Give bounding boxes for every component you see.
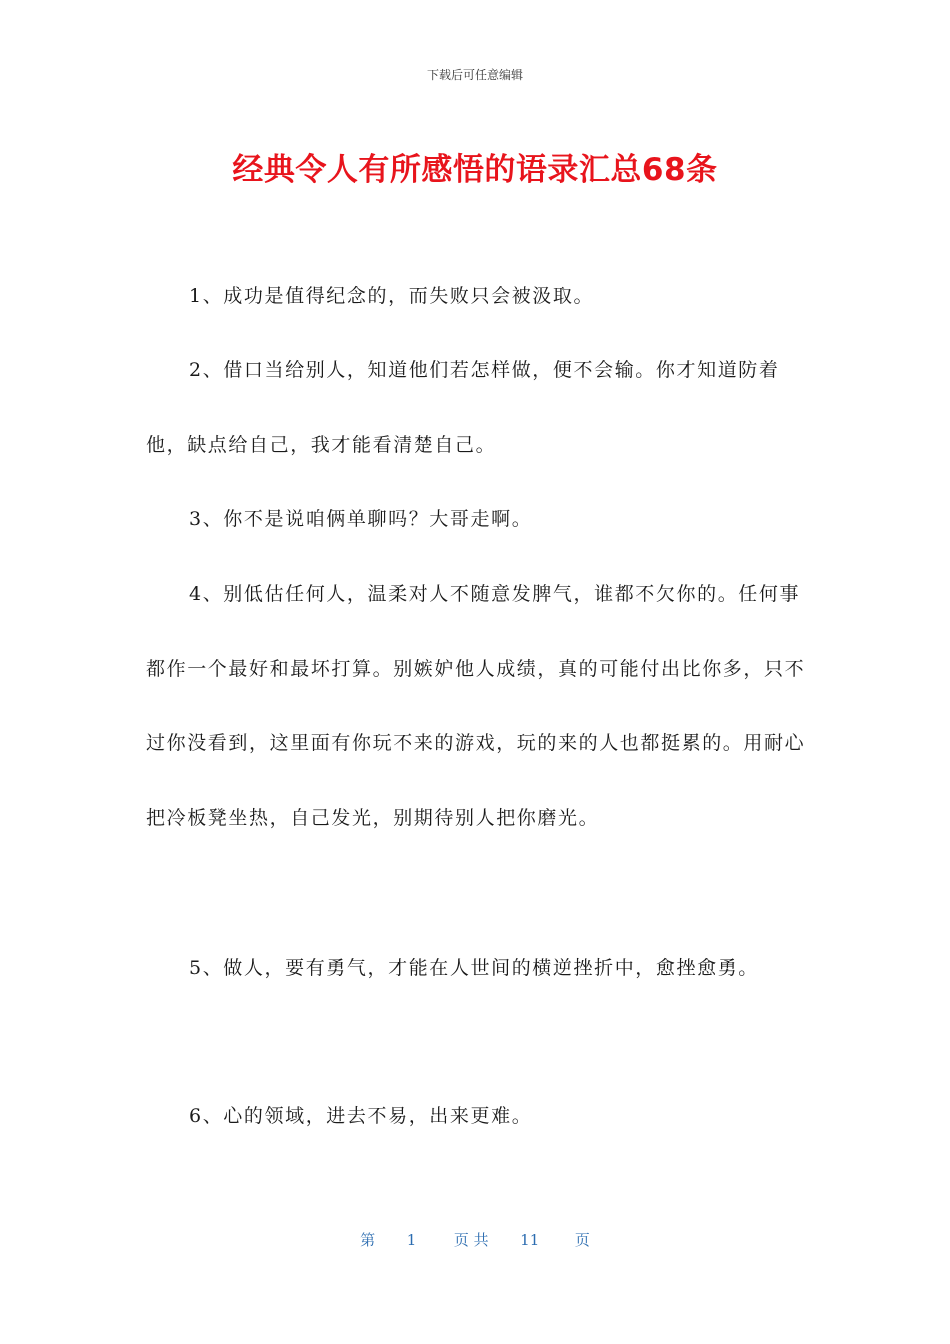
footer-total-pages: 11 bbox=[520, 1231, 540, 1249]
footer-page-suffix: 页 bbox=[574, 1231, 590, 1249]
paragraph-2: 2、借口当给别人，知道他们若怎样做，便不会输。你才知道防着他，缺点给自己，我才能看清楚自己。 bbox=[146, 359, 780, 456]
paragraph-1: 1、成功是值得纪念的，而失败只会被汲取。 bbox=[189, 285, 595, 307]
paragraph-3: 3、你不是说咱俩单聊吗？大哥走啊。 bbox=[189, 508, 533, 530]
paragraph-5: 5、做人，要有勇气，才能在人世间的横逆挫折中，愈挫愈勇。 bbox=[189, 957, 759, 979]
paragraph-6: 6、心的领域，进去不易，出来更难。 bbox=[189, 1105, 533, 1127]
document-title: 经典令人有所感悟的语录汇总68条 bbox=[232, 152, 718, 188]
header-note: 下载后可任意编辑 bbox=[426, 68, 523, 82]
footer-page-label: 第 bbox=[360, 1231, 376, 1249]
page-footer bbox=[0, 1229, 950, 1250]
footer-total-label: 页 共 bbox=[453, 1231, 489, 1249]
footer-page-number: 1 bbox=[406, 1231, 417, 1249]
paragraph-4: 4、别低估任何人，温柔对人不随意发脾气，谁都不欠你的。任何事都作一个最好和最坏打算。别嫉妒他人成绩，真的可能付出比你多，只不过你没看到，这里面有你玩不来的游戏，玩的来的人也都挺累的。用耐心把冷板凳坐热，自己发光，别期待别人把你磨光。 bbox=[146, 583, 806, 829]
